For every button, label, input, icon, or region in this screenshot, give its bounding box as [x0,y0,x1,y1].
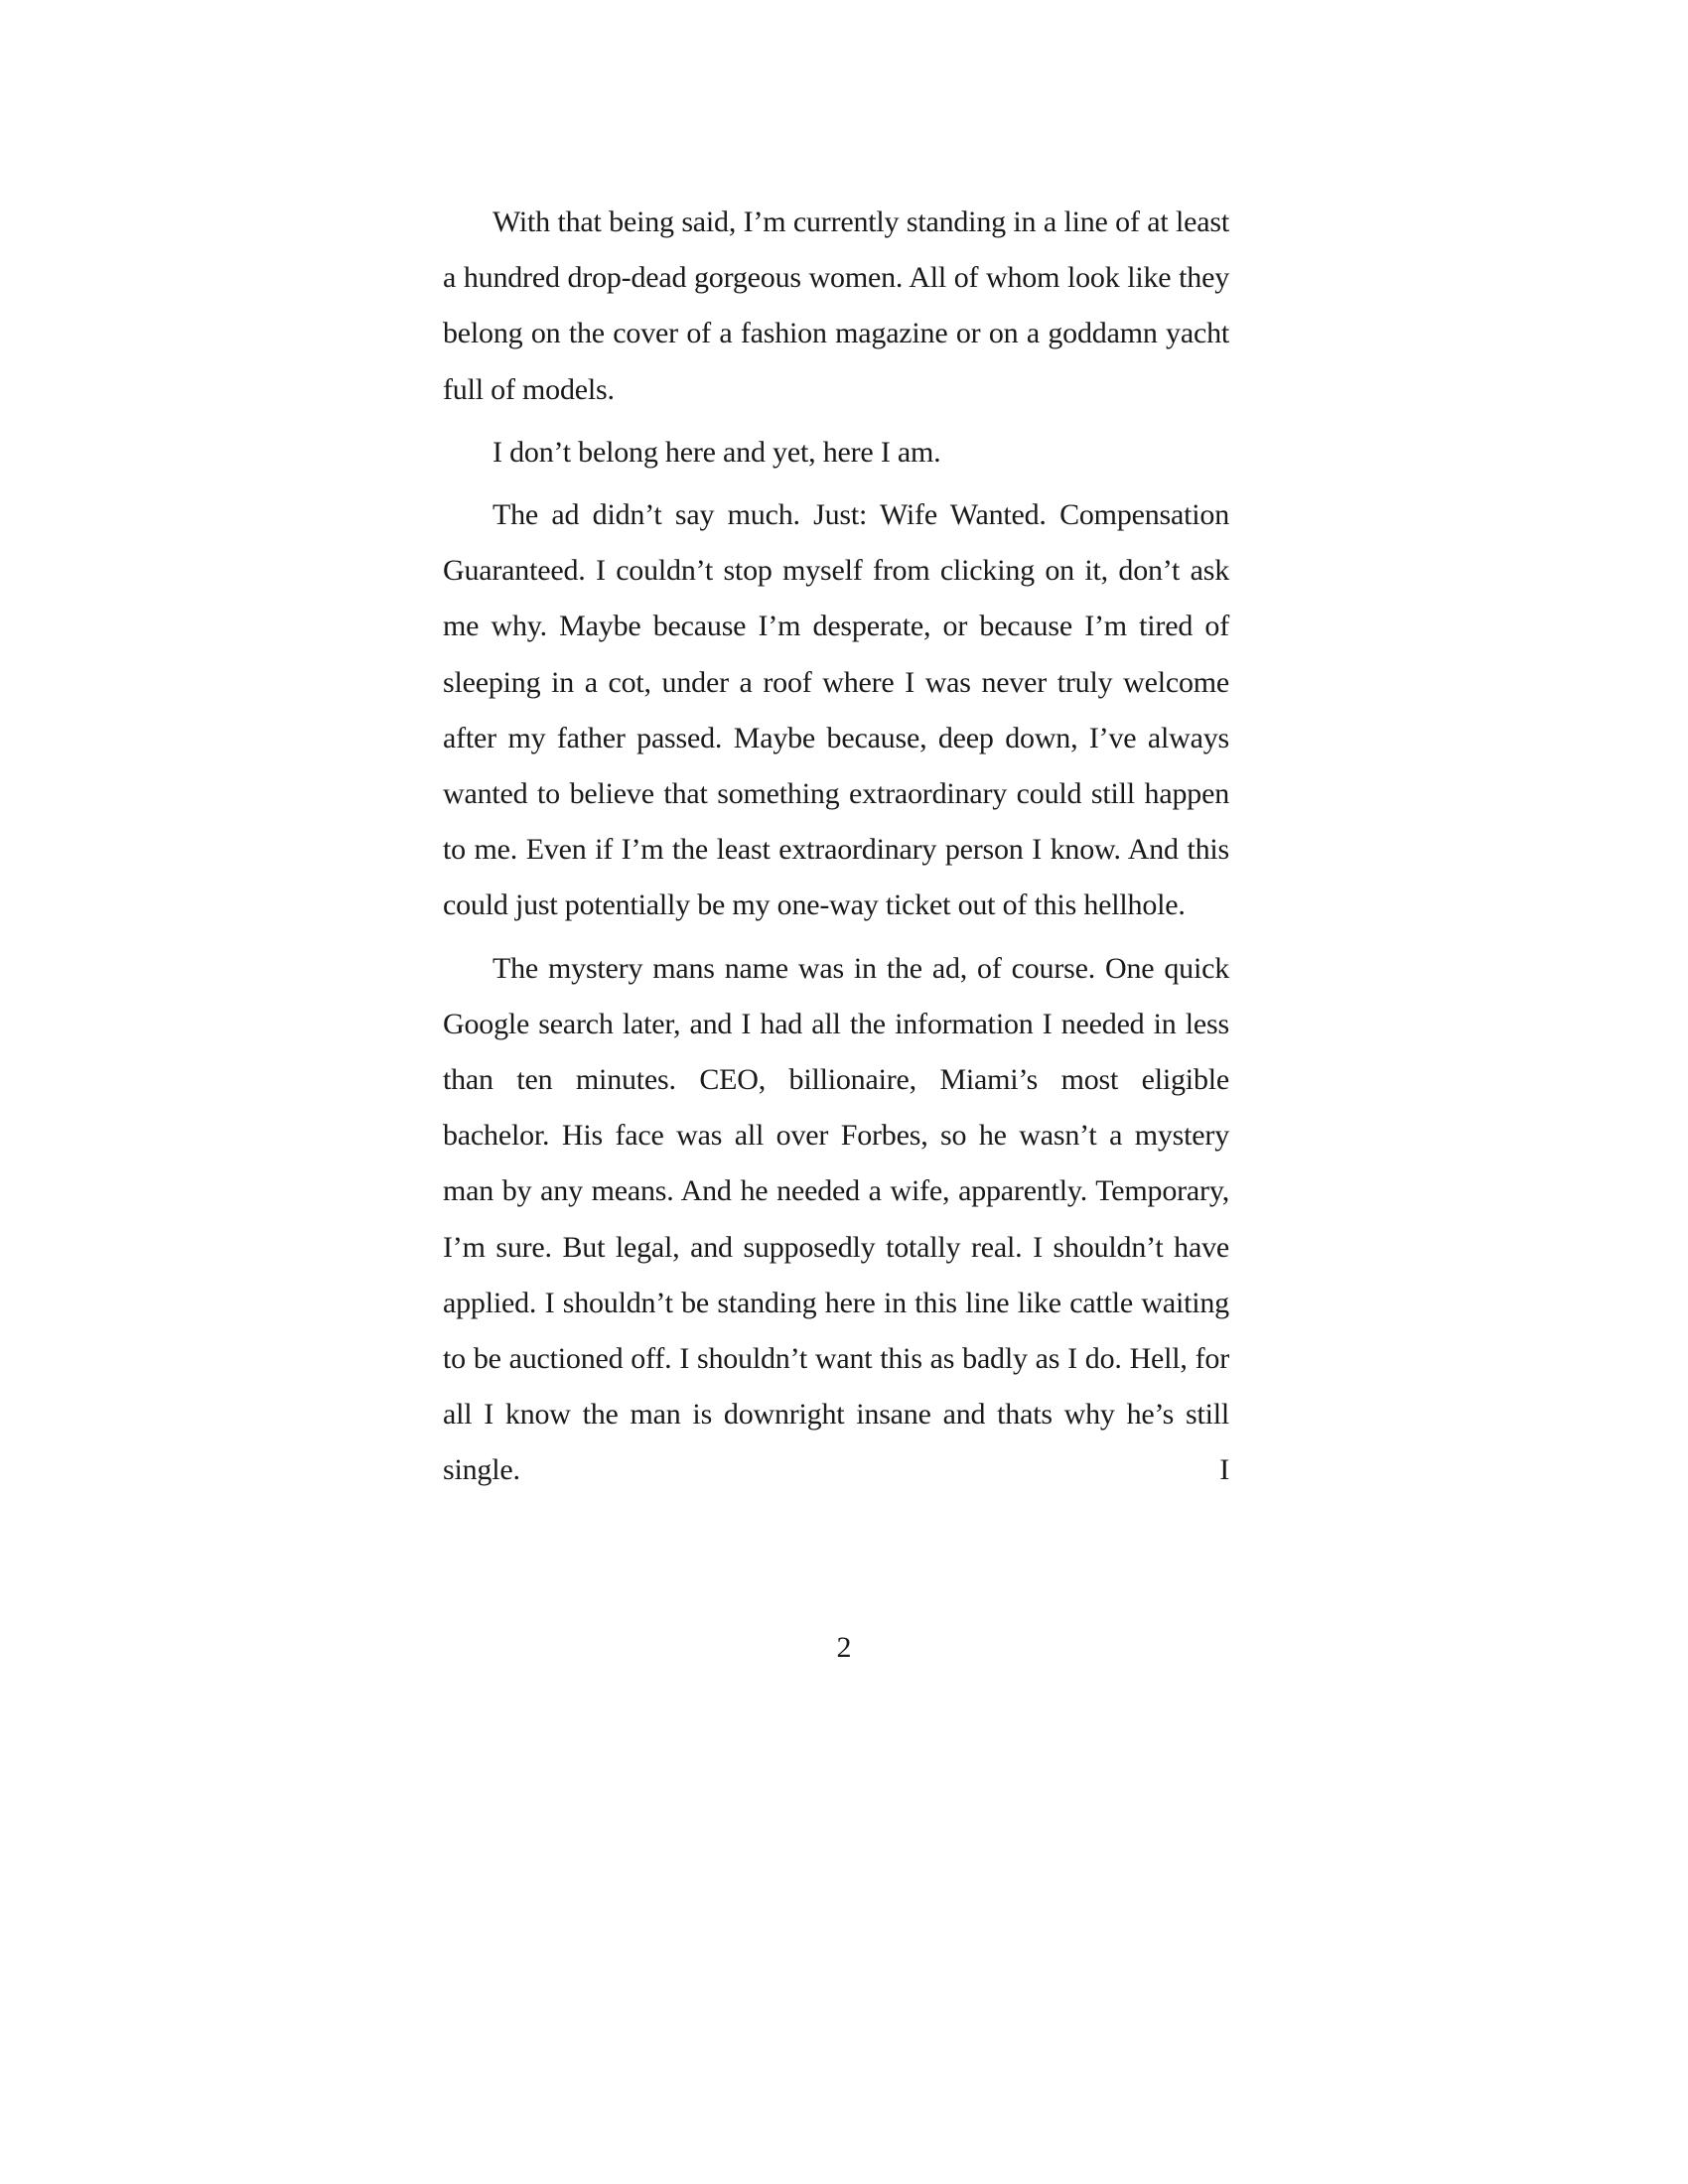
paragraph: I don’t belong here and yet, here I am. [492,435,941,469]
page-number: 2 [836,1631,852,1664]
paragraph: The mystery mans name was in the ad, of course. One quick Google search later, and I had all the information I needed in less than ten minutes. CEO, billionaire, Miami’s most eligible bachelor. His face was all over Forbes, so he wasn’t a mystery man by any means. And he needed a wife, apparently. Temporary, I’m sure. But legal, and supposedly totally real. I shouldn’t have applied. I shouldn’t be standing here in this line like cattle waiting to be auctioned off. I shouldn’t want this as badly as I do. Hell, for all I know the man is downright insane and thats why he’s still single. I [443,951,1229,1487]
paragraph: The ad didn’t say much. Just: Wife Wanted. Compensation Guaranteed. I couldn’t stop myself from clicking on it, don’t ask me why. Maybe because I’m desperate, or because I’m tired of sleeping in a cot, under a roof where I was never truly welcome after my father passed. Maybe because, deep down, I’ve always wanted to believe that something extraordinary could still happen to me. Even if I’m the least extraordinary person I know. And this could just potentially be my one-way ticket out of this hellhole. [443,498,1229,922]
paragraph: With that being said, I’m currently standing in a line of at least a hundred drop-dead gorgeous women. All of whom look like they belong on the cover of a fashion magazine or on a goddamn yacht full of models. [443,205,1229,406]
page-body-text [443,195,1229,1506]
